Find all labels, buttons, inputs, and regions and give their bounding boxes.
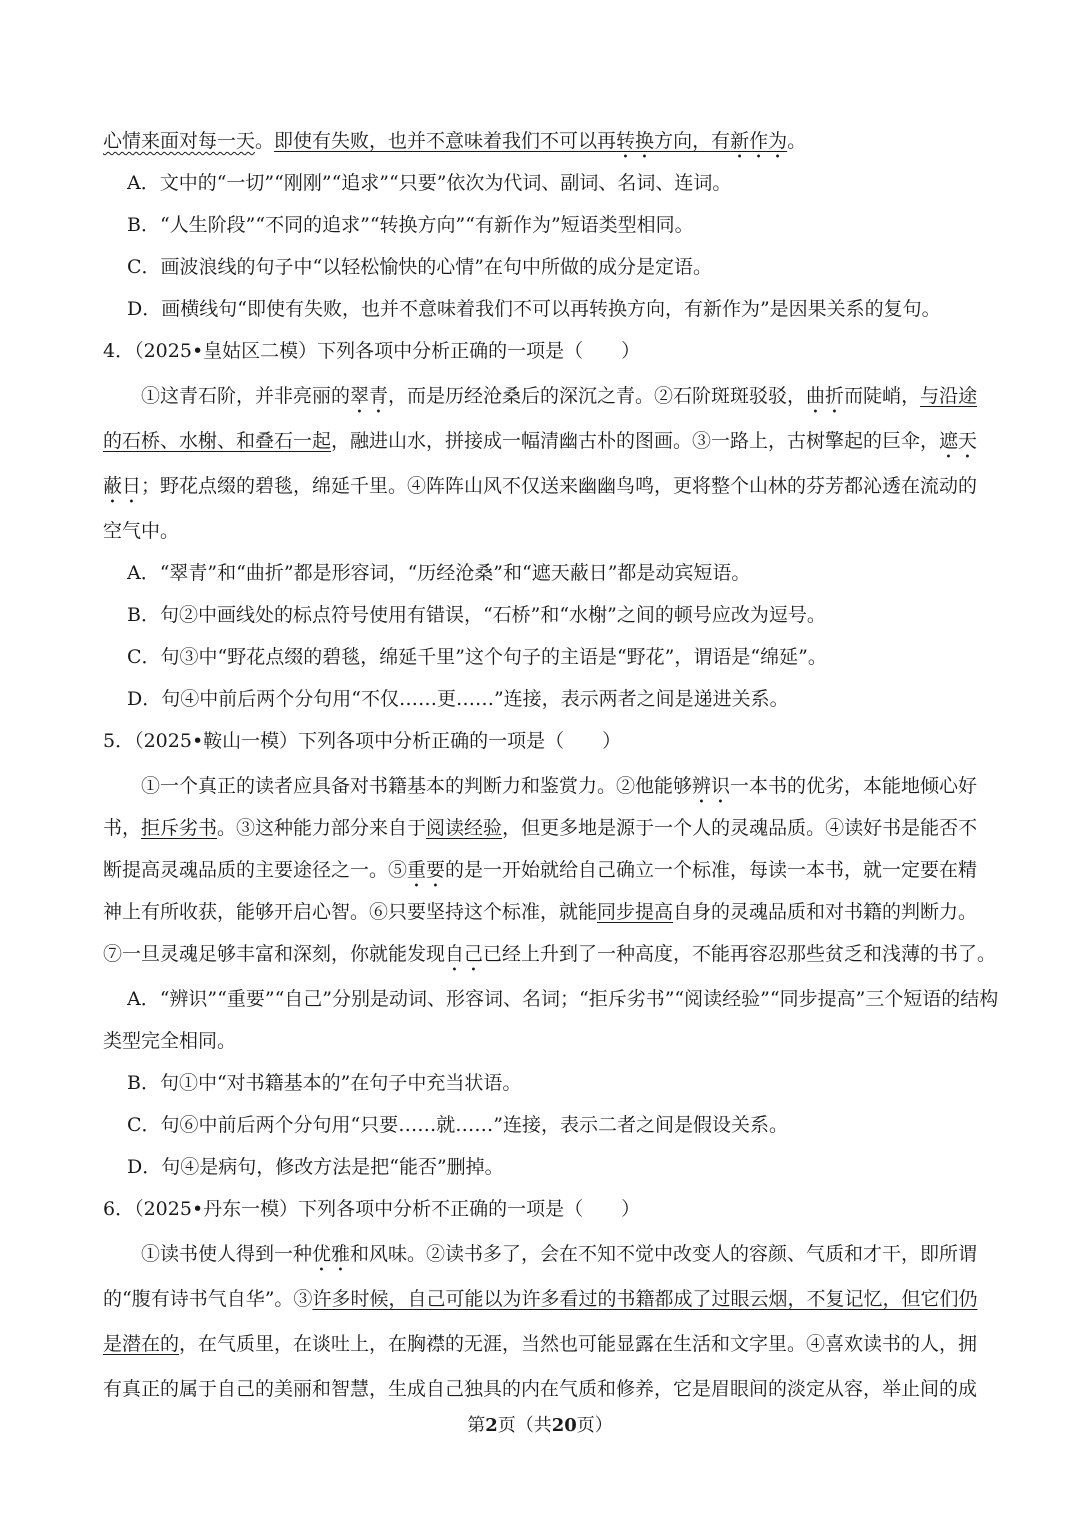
q5-option-b: B．句①中“对书籍基本的”在句子中充当状语。 <box>127 1072 522 1094</box>
q5-stem: 5．（2025•鞍山一模）下列各项中分析正确的一项是（ ） <box>103 730 622 752</box>
wavy-underlined-text: 心情来面对每一天 <box>103 130 256 152</box>
dotted-word: 蔽日 <box>103 475 142 497</box>
q6-passage-line: 有真正的属于自己的美丽和智慧，生成自己独具的内在气质和修养，它是眉眼间的淡定从容，举止间的成 <box>103 1378 978 1400</box>
underlined-text: 阅读经验 <box>426 817 503 839</box>
dotted-word: 优雅 <box>312 1243 351 1265</box>
q5-option-d: D．句④是病句，修改方法是把“能否”删掉。 <box>127 1156 504 1178</box>
q3-option-d: D．画横线句“即使有失败，也并不意味着我们不可以再转换方向，有新作为”是因果关系的复句。 <box>127 298 941 320</box>
q6-passage-line: 的“腹有诗书气自华”。③许多时候，自己可能以为许多看过的书籍都成了过眼云烟，不复记忆，但它们仍 <box>103 1288 978 1310</box>
q5-option-c: C．句⑥中前后两个分句用“只要……就……”连接，表示二者之间是假设关系。 <box>127 1114 788 1136</box>
dotted-word: 转换 <box>616 130 655 152</box>
dotted-word: 重要 <box>407 859 446 881</box>
underlined-text: 同步提高 <box>597 901 674 923</box>
dotted-word: 自己 <box>445 943 484 965</box>
dotted-word: 曲折 <box>806 385 845 407</box>
dotted-word: 新作为 <box>730 130 788 152</box>
q5-passage-line: ①一个真正的读者应具备对书籍基本的判断力和鉴赏力。②他能够辨识一本书的优劣，本能地倾心好 <box>141 775 978 797</box>
underlined-sentence: 是潜在的 <box>103 1333 180 1355</box>
q3-option-a: A．文中的“一切”“刚刚”“追求”“只要”依次为代词、副词、名词、连词。 <box>127 172 732 194</box>
dotted-word: 翠青 <box>350 385 389 407</box>
q6-passage-line: 是潜在的，在气质里，在谈吐上，在胸襟的无涯，当然也可能显露在生活和文字里。④喜欢读书的人，拥 <box>103 1333 978 1355</box>
q5-passage-line: ⑦一旦灵魂足够丰富和深刻，你就能发现自己已经上升到了一种高度，不能再容忍那些贫乏和浅薄的书了。 <box>103 943 997 965</box>
q4-passage-line: 蔽日；野花点缀的碧毯，绵延千里。④阵阵山风不仅送来幽幽鸟鸣，更将整个山林的芬芳都沁透在流动的 <box>103 475 978 497</box>
underlined-text: 与沿途 <box>920 385 978 407</box>
underlined-sentence: 许多时候，自己可能以为许多看过的书籍都成了过眼云烟，不复记忆，但它们仍 <box>312 1288 978 1310</box>
underlined-text: 的石桥、水榭、和叠石一起 <box>103 430 332 452</box>
q4-option-d: D．句④中前后两个分句用“不仅……更……”连接，表示两者之间是递进关系。 <box>127 688 789 710</box>
page-number: 2 <box>485 1415 498 1436</box>
q5-passage-line: 神上有所收获，能够开启心智。⑥只要坚持这个标准，就能同步提高自身的灵魂品质和对书籍的判断力。 <box>103 901 978 923</box>
q4-passage-line: ①这青石阶，并非亮丽的翠青，而是历经沧桑后的深沉之青。②石阶斑斑驳驳，曲折而陡峭，与沿途 <box>141 385 978 407</box>
q5-option-a: A．“辨识”“重要”“自己”分别是动词、形容词、名词；“拒斥劣书”“阅读经验”“同步提高”三个短语的结构 <box>127 988 999 1010</box>
page-footer: 第2页（共20页） <box>467 1415 613 1436</box>
q4-option-b: B．句②中画线处的标点符号使用有错误，“石桥”和“水榭”之间的顿号应改为逗号。 <box>127 604 826 626</box>
q6-passage-line: ①读书使人得到一种优雅和风味。②读书多了，会在不知不觉中改变人的容颜、气质和才干，即所谓 <box>141 1243 978 1265</box>
underlined-text: 拒斥劣书 <box>141 817 218 839</box>
q5-passage-line: 断提高灵魂品质的主要途径之一。⑤重要的是一开始就给自己确立一个标准，每读一本书，就一定要在精 <box>103 859 978 881</box>
q5-passage-line: 书，拒斥劣书。③这种能力部分来自于阅读经验，但更多地是源于一个人的灵魂品质。④读好书是能否不 <box>103 817 978 839</box>
q6-stem: 6．（2025•丹东一模）下列各项中分析不正确的一项是（ ） <box>103 1198 641 1220</box>
q3-passage-line: 心情来面对每一天。即使有失败，也并不意味着我们不可以再转换方向，有新作为。 <box>103 130 807 152</box>
q4-passage-line: 空气中。 <box>103 520 180 542</box>
underlined-sentence: 即使有失败，也并不意味着我们不可以再转换方向，有新作为 <box>274 130 788 152</box>
q4-option-a: A．“翠青”和“曲折”都是形容词，“历经沧桑”和“遮天蔽日”都是动宾短语。 <box>127 562 751 584</box>
q5-option-a-cont: 类型完全相同。 <box>103 1030 237 1052</box>
q4-passage-line: 的石桥、水榭、和叠石一起，融进山水，拼接成一幅清幽古朴的图画。③一路上，古树擎起的巨伞，遮天 <box>103 430 978 452</box>
q3-option-c: C．画波浪线的句子中“以轻松愉快的心情”在句中所做的成分是定语。 <box>127 256 712 278</box>
dotted-word: 辨识 <box>692 775 731 797</box>
dotted-word: 遮天 <box>939 430 978 452</box>
page-content <box>103 128 999 1403</box>
q4-stem: 4．（2025•皇姑区二模）下列各项中分析正确的一项是（ ） <box>103 340 641 362</box>
total-pages: 20 <box>551 1415 577 1436</box>
q4-option-c: C．句③中“野花点缀的碧毯，绵延千里”这个句子的主语是“野花”，谓语是“绵延”。 <box>127 646 827 668</box>
q3-option-b: B．“人生阶段”“不同的追求”“转换方向”“有新作为”短语类型相同。 <box>127 214 694 236</box>
